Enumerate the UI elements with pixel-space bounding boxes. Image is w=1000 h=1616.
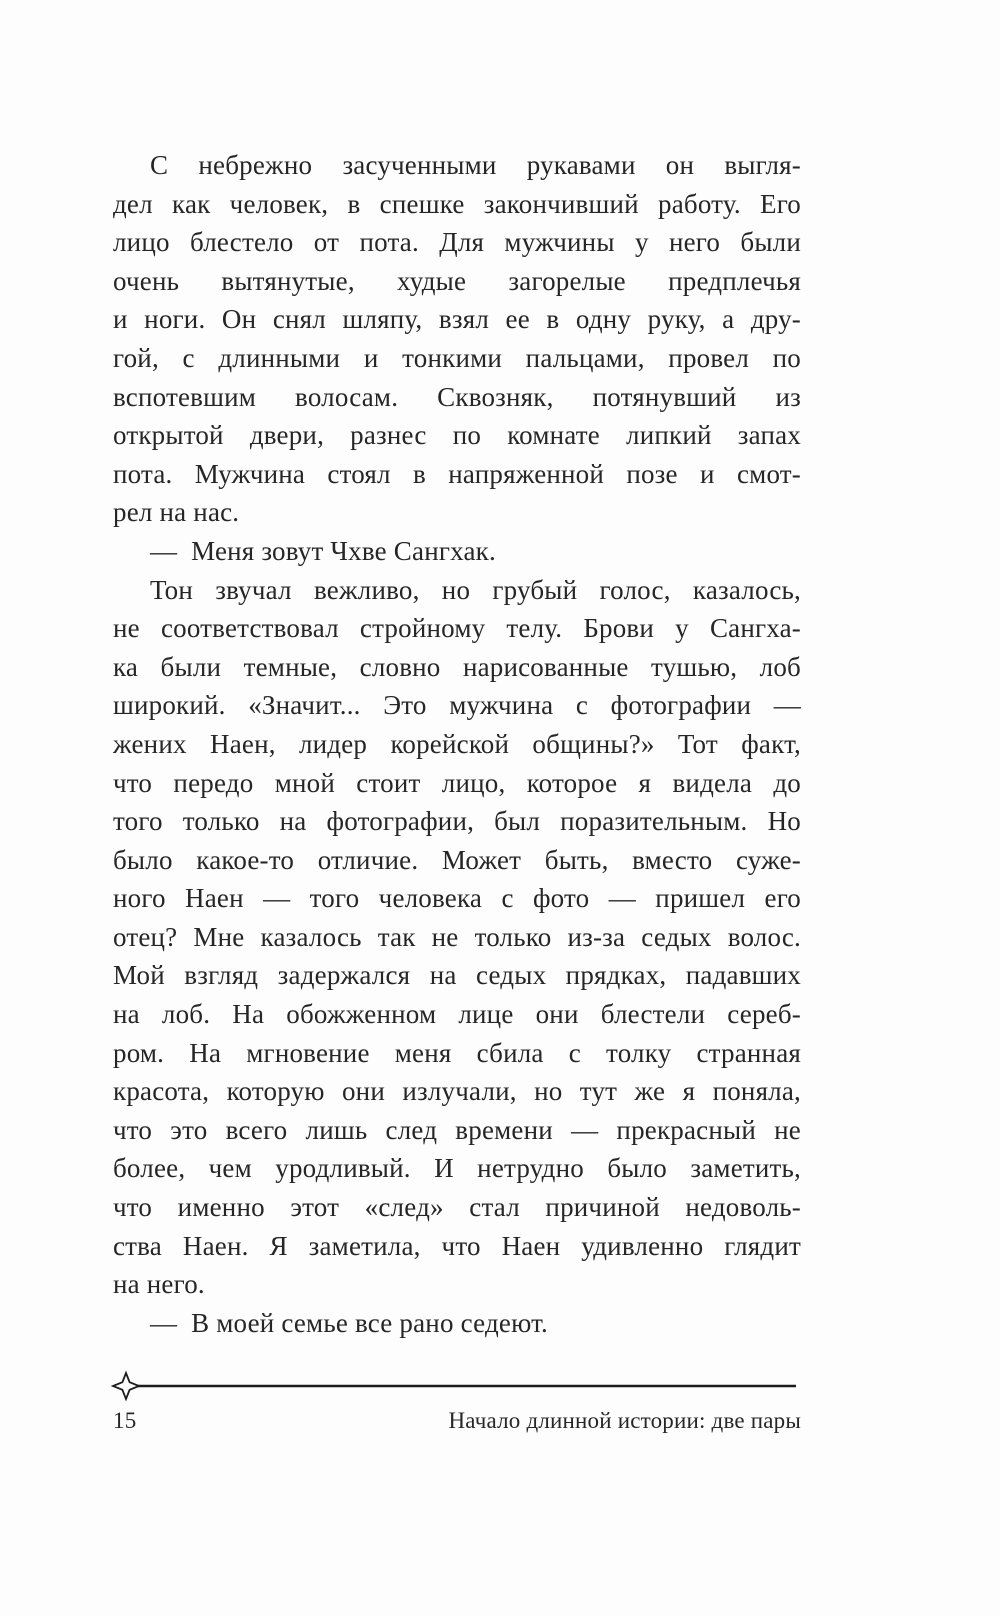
text-line: широкий. «Значит... Это мужчина с фотографии — (113, 690, 801, 721)
text-line: вспотевшим волосам. Сквозняк, потянувший из (113, 381, 801, 412)
text-line: ка были темные, словно нарисованные тушью, лоб (113, 651, 801, 682)
text-line: гой, с длинными и тонкими пальцами, провел по (113, 342, 801, 373)
text-line: — В моей семье все рано седеют. (150, 1307, 549, 1338)
text-line: что передо мной стоит лицо, которое я видела до (113, 767, 801, 798)
dialogue-paragraph (113, 1304, 801, 1343)
text-line: ства Наен. Я заметила, что Наен удивленно глядит (113, 1230, 801, 1261)
text-line: рел на нас. (113, 497, 240, 528)
page-footer (113, 1406, 801, 1436)
text-line: дел как человек, в спешке закончивший работу. Его (113, 188, 801, 219)
text-line: Мой взгляд задержался на седых прядках, падавших (113, 960, 801, 991)
footer-ornament-icon (110, 1370, 802, 1402)
prose-paragraph (113, 146, 801, 532)
text-line: более, чем уродливый. И нетрудно было заметить, (113, 1153, 801, 1184)
text-line: — Меня зовут Чхве Сангхак. (150, 535, 496, 566)
text-line: отец? Мне казалось так не только из-за седых волос. (113, 921, 801, 952)
text-line: что это всего лишь след времени — прекрасный не (113, 1114, 801, 1145)
text-line: что именно этот «след» стал причиной недоволь- (113, 1192, 801, 1223)
text-line: очень вытянутые, худые загорелые предплечья (113, 265, 801, 296)
dialogue-paragraph (113, 532, 801, 571)
page-number: 15 (113, 1408, 137, 1433)
text-line: лицо блестело от пота. Для мужчины у него были (113, 227, 801, 258)
text-line: того только на фотографии, был поразительным. Но (113, 806, 801, 837)
text-line: ного Наен — того человека с фото — пришел его (113, 883, 801, 914)
footer-rule (110, 1370, 802, 1402)
text-line: жених Наен, лидер корейской общины?» Тот факт, (113, 728, 801, 759)
text-line: на него. (113, 1269, 205, 1300)
text-line: не соответствовал стройному телу. Брови у Сангха- (113, 613, 801, 644)
text-line: пота. Мужчина стоял в напряженной позе и смот- (113, 458, 801, 489)
text-line: Тон звучал вежливо, но грубый голос, казалось, (150, 574, 801, 605)
text-line: было какое-то отличие. Может быть, вместо суже- (113, 844, 801, 875)
text-line: красота, которую они излучали, но тут же я поняла, (113, 1076, 801, 1107)
running-title: Начало длинной истории: две пары (448, 1408, 801, 1433)
text-line: С небрежно засученными рукавами он выгля- (150, 150, 801, 180)
text-line: и ноги. Он снял шляпу, взял ее в одну руку, а дру- (113, 304, 801, 335)
body-text (113, 146, 801, 1342)
prose-paragraph (113, 571, 801, 1304)
text-line: на лоб. На обожженном лице они блестели сереб- (113, 999, 801, 1030)
text-line: открытой двери, разнес по комнате липкий запах (113, 420, 801, 451)
text-line: ром. На мгновение меня сбила с толку странная (113, 1037, 801, 1068)
